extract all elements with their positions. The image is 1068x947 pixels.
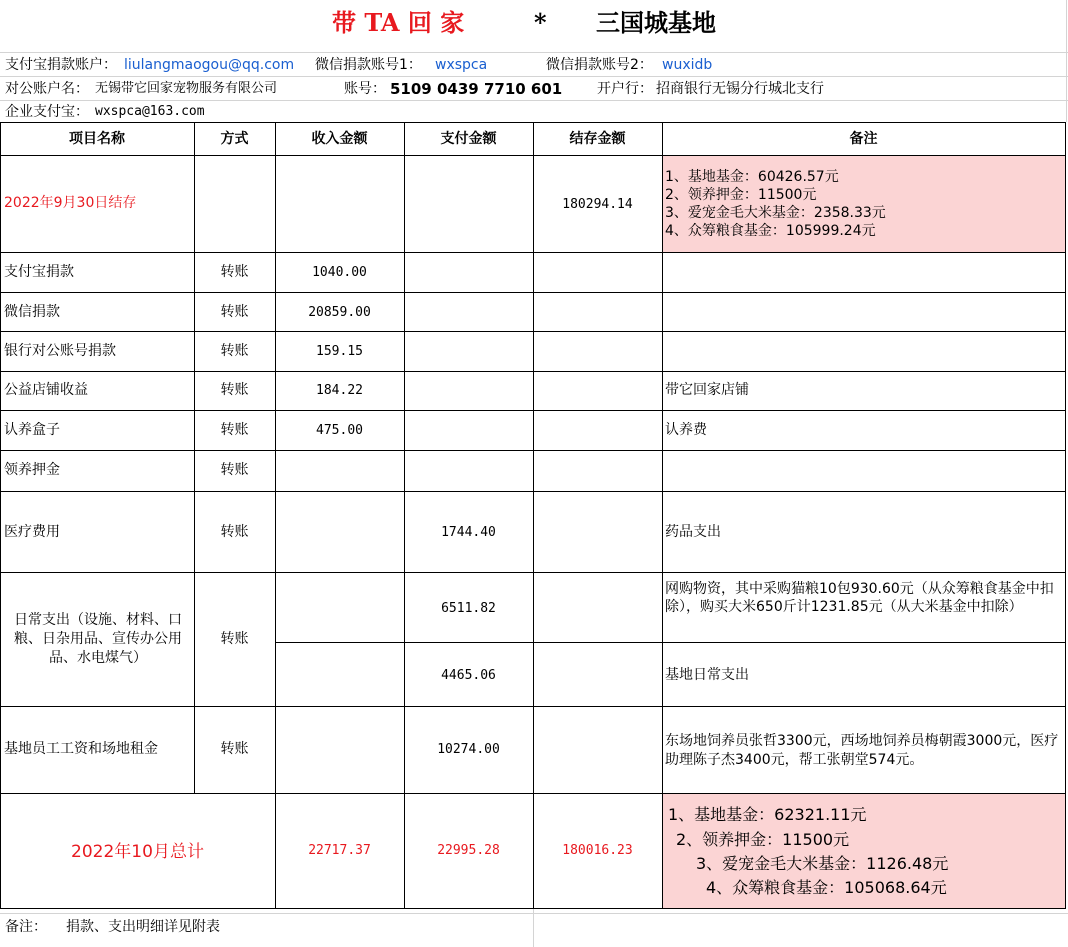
row-shop-name: 公益店铺收益	[4, 382, 88, 398]
total-payment: 22995.28	[437, 843, 500, 858]
opening-balance: 180294.14	[562, 197, 633, 212]
total-note-line-3: 3、爱宠金毛大米基金：1126.48元	[696, 854, 949, 873]
total-note-line-4: 4、众筹粮食基金：105068.64元	[706, 878, 947, 897]
corp-name-value: 无锡带它回家宠物服务有限公司	[95, 81, 278, 96]
header-method: 方式	[220, 131, 249, 147]
row-medical-method: 转账	[220, 524, 249, 540]
row-bank-method: 转账	[220, 343, 249, 359]
total-note-line-2: 2、领养押金：11500元	[676, 830, 850, 849]
row-salary-method: 转账	[220, 741, 249, 757]
total-name: 2022年10月总计	[71, 842, 204, 862]
total-income: 22717.37	[308, 843, 371, 858]
corp-name-label: 对公账户名：	[5, 81, 89, 97]
header-payment: 支付金额	[440, 131, 497, 147]
row-sponsor-income: 475.00	[316, 423, 363, 438]
opening-note-line-2: 2、领养押金：11500元	[665, 187, 817, 203]
row-daily-name: 日常支出（设施、材料、口粮、日杂用品、宣传办公用品、水电煤气）	[14, 612, 182, 666]
row-bank-name: 银行对公账号捐款	[4, 343, 116, 359]
opening-note	[665, 168, 1063, 242]
row-daily-method: 转账	[220, 631, 249, 647]
wechat1-account: wxspca	[435, 57, 488, 73]
opening-note-line-1: 1、基地基金：60426.57元	[665, 169, 839, 185]
header-balance: 结存金额	[569, 131, 626, 147]
total-balance: 180016.23	[562, 843, 633, 858]
opening-note-line-4: 4、众筹粮食基金：105999.24元	[665, 223, 876, 239]
account-label: 账号：	[344, 81, 386, 97]
row-alipay-income: 1040.00	[312, 265, 367, 280]
row-medical-note: 药品支出	[665, 524, 721, 540]
row-deposit-method: 转账	[220, 462, 249, 478]
row-shop-income: 184.22	[316, 383, 363, 398]
header-name: 项目名称	[69, 131, 125, 147]
title-star: *	[534, 8, 547, 37]
wechat2-account: wuxidb	[662, 57, 713, 73]
wechat2-label: 微信捐款账号2：	[546, 57, 653, 73]
corp-alipay-label: 企业支付宝：	[5, 104, 89, 120]
opening-note-line-3: 3、爱宠金毛大米基金：2358.33元	[665, 205, 886, 221]
title-part2: 三国城基地	[596, 8, 716, 37]
alipay-account: liulangmaogou@qq.com	[124, 57, 295, 73]
account-number: 5109 0439 7710 601	[390, 80, 563, 98]
row-wechat-income: 20859.00	[308, 305, 371, 320]
header-note: 备注	[849, 131, 878, 147]
bank-name: 招商银行无锡分行城北支行	[656, 81, 824, 97]
row-shop-note: 带它回家店铺	[665, 382, 749, 398]
footer-label: 备注：	[5, 919, 47, 935]
row-shop-method: 转账	[220, 382, 249, 398]
row-wechat-name: 微信捐款	[4, 304, 60, 320]
wechat1-label: 微信捐款账号1：	[315, 57, 422, 73]
row-sponsor-note: 认养费	[665, 422, 707, 438]
row-daily-payment-2: 4465.06	[441, 668, 496, 683]
row-alipay-name: 支付宝捐款	[4, 264, 74, 280]
row-alipay-method: 转账	[220, 264, 249, 280]
row-bank-income: 159.15	[316, 344, 363, 359]
corp-alipay-value: wxspca@163.com	[95, 104, 205, 119]
row-salary-payment: 10274.00	[437, 742, 500, 757]
row-wechat-method: 转账	[220, 304, 249, 320]
row-salary-note: 东场地饲养员张哲3300元，西场地饲养员梅朝霞3000元，医疗助理陈子杰3400元，帮工张朝堂574元。	[665, 733, 1059, 768]
row-medical-payment: 1744.40	[441, 525, 496, 540]
row-salary-name: 基地员工工资和场地租金	[4, 741, 158, 757]
header-income: 收入金额	[311, 131, 368, 147]
row-sponsor-name: 认养盒子	[4, 422, 60, 438]
row-daily-payment-1: 6511.82	[441, 601, 496, 616]
footer-text: 捐款、支出明细详见附表	[66, 919, 220, 935]
row-medical-name: 医疗费用	[4, 524, 60, 540]
alipay-label: 支付宝捐款账户：	[5, 57, 117, 73]
total-note-line-1: 1、基地基金：62321.11元	[668, 805, 867, 824]
title-part1: 带 TA 回 家	[332, 8, 465, 37]
bank-label: 开户行：	[597, 81, 653, 97]
opening-name: 2022年9月30日结存	[4, 195, 137, 211]
row-daily-note-1: 网购物资，其中采购猫粮10包930.60元（从众筹粮食基金中扣除），购买大米650斤计1231.85元（从大米基金中扣除）	[665, 581, 1054, 615]
row-sponsor-method: 转账	[220, 422, 249, 438]
row-deposit-name: 领养押金	[4, 462, 60, 478]
row-daily-note-2: 基地日常支出	[665, 667, 749, 683]
